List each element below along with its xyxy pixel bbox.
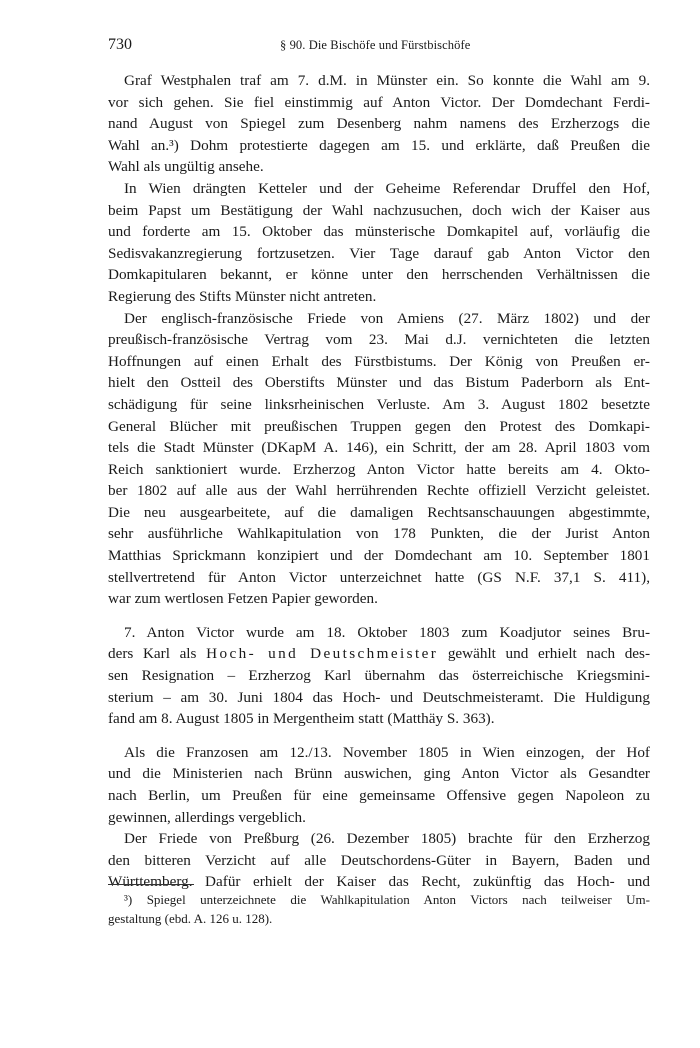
running-head: § 90. Die Bischöfe und Fürstbischöfe [280,38,471,52]
text-line: Der englisch-französische Friede von Amiens (27. März 1802) und der [124,309,650,327]
text-line: nand August von Spiegel zum Desenberg nahm namens des Erzherzogs die [108,115,650,133]
text-line: gewinnen, allerdings vergeblich. [108,808,306,826]
text-line: preußisch-französische Vertrag vom 23. Mai d.J. vernichteten die letzten [108,331,650,349]
text-line: Sedisvakanzregierung fortzusetzen. Vier Tage darauf gab Anton Victor den [108,244,650,262]
text-line [108,643,650,665]
text-line: war zum wertlosen Fetzen Papier geworden. [108,590,378,608]
text-line: Matthias Sprickmann konzipiert und der Domdechant am 10. September 1801 [108,547,650,565]
footnote-divider [108,884,194,885]
text-line: In Wien drängten Ketteler und der Geheime Referendar Druffel den Hof, [124,179,650,197]
text-line: Württemberg. Dafür erhielt der Kaiser das Recht, zukünftig das Hoch- und [108,873,650,891]
text-line: Wahl an.³) Dohm protestierte dagegen am 15. und erklärte, daß Preußen die [108,136,650,154]
text-line: nach Berlin, um Preußen für eine gemeinsame Offensive gegen Napoleon zu [108,787,650,804]
text-line: und forderte am 15. Oktober das münsterische Domkapitel auf, vorläufig die [108,223,650,241]
page-number: 730 [108,36,132,53]
text-line: vor sich gehen. Sie fiel einstimmig auf Anton Victor. Der Domdechant Ferdi- [108,93,650,111]
text-line: Hoffnungen auf einen Erhalt des Fürstbistums. Der König von Preußen er- [108,352,650,370]
text-line: hielt den Ostteil des Oberstifts Münster und das Bistum Paderborn als Ent- [108,374,650,392]
text-line: tels die Stadt Münster (DKapM A. 146), ein Schritt, der am 28. April 1803 vom [108,439,650,457]
text-line: schädigung für seine linksrheinischen Verluste. Am 3. August 1802 besetzte [108,395,650,413]
paragraph-gap [108,730,650,742]
text-line: Reich sanktioniert wurde. Erzherzog Anton Victor hatte bereits am 4. Okto- [108,460,650,478]
text-line: Als die Franzosen am 12./13. November 1805 in Wien einzogen, der Hof [124,743,650,761]
text-line: Graf Westphalen traf am 7. d.M. in Münster ein. So konnte die Wahl am 9. [124,72,650,89]
body-text [108,70,650,893]
text-line: den bitteren Verzicht auf alle Deutschordens-Güter in Bayern, Baden und [108,851,650,869]
text-segment: ders Karl als [108,645,197,663]
text-line: Der Friede von Preßburg (26. Dezember 1805) brachte für den Erzherzog [124,830,650,848]
text-line: Regierung des Stifts Münster nicht antreten. [108,287,377,305]
footnotes [108,890,650,928]
text-segment: gewählt und erhielt nach des- [447,645,651,663]
text-line: fand am 8. August 1805 in Mergentheim statt (Matthäy S. 363). [108,710,495,728]
text-line: Domkapitularen bekannt, er könne unter den herrschenden Verhältnissen die [108,266,650,284]
text-line: Die neu ausgearbeitete, auf die damaligen Rechtsanschauungen abgestimmte, [108,503,650,521]
text-line: beim Papst um Bestätigung der Wahl nachzusuchen, doch wich der Kaiser aus [108,201,650,219]
text-line: General Blücher mit preußischen Truppen gegen den Protest des Domkapi- [108,417,650,435]
paragraph-gap [108,610,650,622]
footnote-line: gestaltung (ebd. A. 126 u. 128). [108,911,273,926]
text-line: sterium – am 30. Juni 1804 das Hoch- und Deutschmeisteramt. Die Huldigung [108,688,650,706]
text-line: sen Resignation – Erzherzog Karl übernahm das österreichische Kriegsmini- [108,667,650,685]
text-line: ber 1802 auf alle aus der Wahl herrührenden Rechte offiziell Verzicht geleistet. [108,482,650,500]
text-line: 7. Anton Victor wurde am 18. Oktober 1803 zum Koadjutor seines Bru- [124,623,650,641]
text-line: stellvertretend für Anton Victor unterzeichnet hatte (GS N.F. 37,1 S. 411), [108,568,650,586]
text-line: und die Ministerien nach Brünn auswichen, ging Anton Victor als Gesandter [108,765,650,783]
letterspaced-title: Hoch- und Deutschmeister [206,645,439,663]
footnote-line: ³) Spiegel unterzeichnete die Wahlkapitulation Anton Victors nach teilweiser Um- [124,892,650,907]
text-line: Wahl als ungültig ansehe. [108,158,264,176]
text-line: sehr ausführliche Wahlkapitulation von 178 Punkten, die der Jurist Anton [108,525,650,543]
page-header [108,36,650,60]
